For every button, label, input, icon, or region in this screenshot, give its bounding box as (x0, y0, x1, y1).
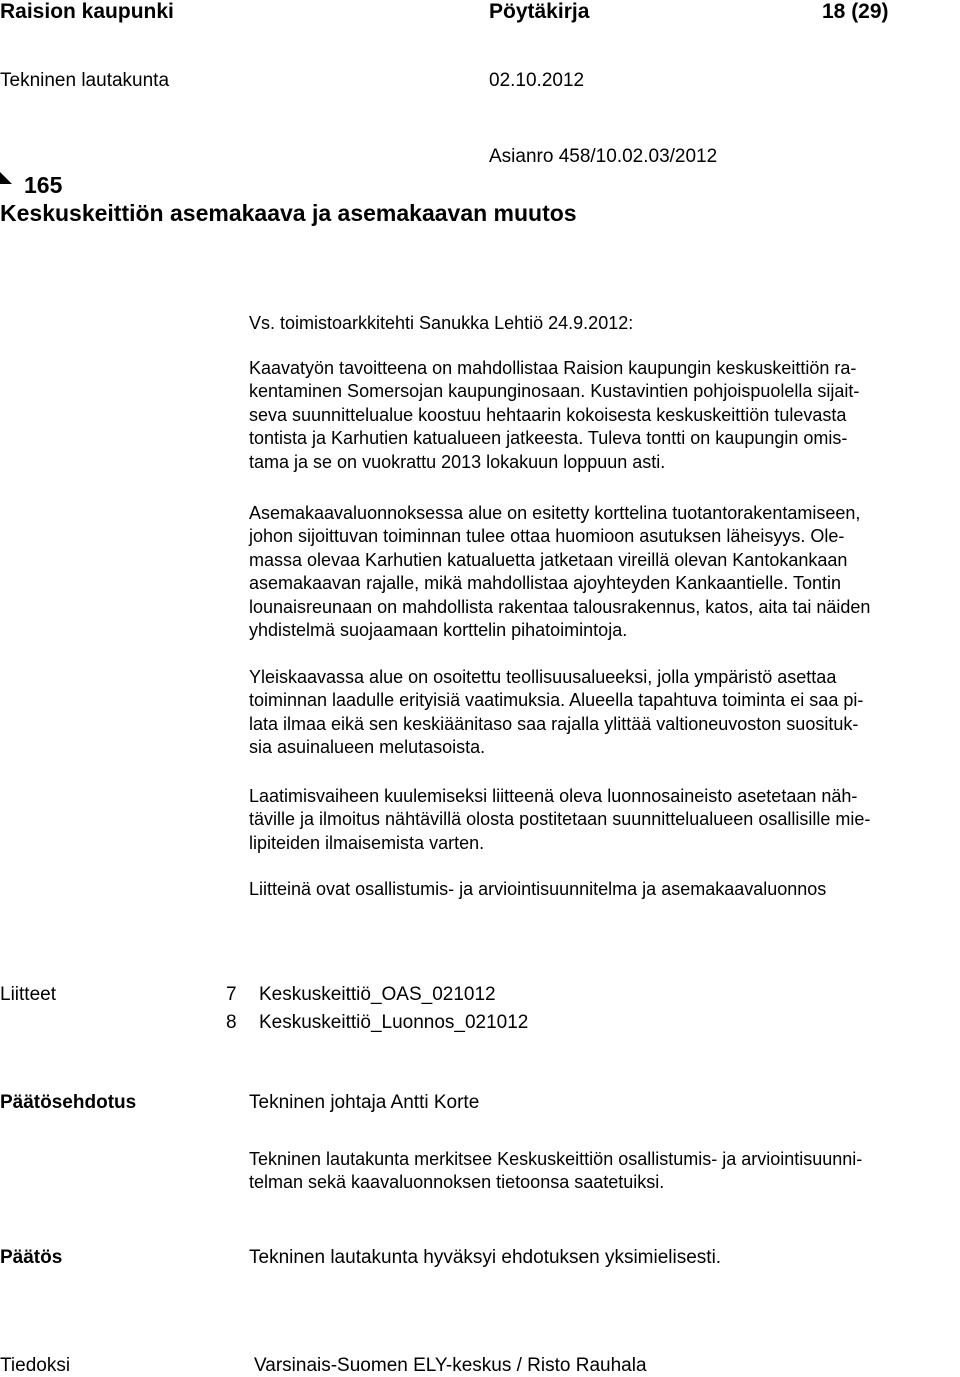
p4-line: Laatimisvaiheen kuulemiseksi liitteenä oleva luonnosaineisto asetetaan näh- (249, 786, 858, 806)
notice-label: Tiedoksi (0, 1355, 71, 1376)
p1-line: seva suunnittelualue koostuu hehtaarin kokoisesta keskuskeittiön tulevasta (249, 404, 847, 425)
p3-line: toiminnan laadulle erityisiä vaatimuksia. Alueella tapahtuva toiminta ei saa pi- (249, 690, 864, 711)
attachment-link[interactable]: Keskuskeittiö_Luonnos_021012 (259, 1012, 529, 1033)
p2-line: Asemakaavaluonnoksessa alue on esitetty korttelina tuotantorakentamiseen, (249, 503, 861, 523)
intro-text: Vs. toimistoarkkitehti Sanukka Lehtiö 24.9.2012: (249, 313, 634, 333)
p1-line: kentaminen Somersojan kaupunginosaan. Kustavintien pohjoispuolella sijait- (249, 381, 860, 402)
paragraph-5 (249, 878, 960, 901)
paragraph-3 (249, 666, 960, 760)
p2-line: lounaisreunaan on mahdollista rakentaa talousrakennus, katos, aita tai näiden (249, 596, 871, 617)
p2-line: asemakaavan rajalle, mikä mahdollistaa ajoyhteyden Kankaantielle. Tontin (249, 573, 842, 594)
proposal-line: Tekninen lautakunta merkitsee Keskuskeittiön osallistumis- ja arviointisuunni- (249, 1149, 863, 1169)
p5-text: Liitteinä ovat osallistumis- ja arviointisuunnitelma ja asemakaavaluonnos (249, 879, 827, 899)
document-type: Pöytäkirja (489, 0, 590, 23)
case-title: Keskuskeittiön asemakaava ja asemakaavan muutos (0, 200, 577, 226)
p2-line: johon sijoittuvan toiminnan tulee ottaa huomioon asutuksen läheisyys. Ole- (249, 526, 845, 547)
page-number: 18 (29) (822, 0, 889, 23)
heading-marker-icon (0, 172, 12, 184)
p2-line: yhdistelmä suojaamaan korttelin pihatoimintoja. (249, 620, 628, 641)
proposal-line: telman sekä kaavaluonnoksen tietoonsa saatetuiksi. (249, 1172, 665, 1193)
attachments-label: Liitteet (0, 984, 56, 1005)
proposal-label: Päätösehdotus (0, 1092, 137, 1113)
intro-line (249, 312, 960, 335)
p1-line: tontista ja Karhutien katualueen jatkeesta. Tuleva tontti on kaupungin omis- (249, 428, 848, 449)
paragraph-2 (249, 502, 960, 642)
p4-line: täville ja ilmoitus nähtävillä olosta postitetaan suunnittelualueen osallisille mie- (249, 809, 871, 830)
notice-recipient: Varsinais-Suomen ELY-keskus / Risto Rauhala (254, 1355, 647, 1376)
p3-line: lata ilmaa eikä sen keskiäänitaso saa rajalla ylittää valtioneuvoston suosituk- (249, 713, 859, 734)
p3-line: Yleiskaavassa alue on osoitettu teollisuusalueeksi, jolla ympäristö asettaa (249, 667, 837, 687)
attachment-number: 8 (226, 1012, 237, 1033)
decision-label: Päätös (0, 1247, 63, 1268)
case-reference: Asianro 458/10.02.03/2012 (489, 146, 718, 167)
proposer-name: Tekninen johtaja Antti Korte (249, 1092, 480, 1113)
paragraph-1 (249, 357, 960, 474)
proposal-text (249, 1148, 960, 1195)
p2-line: massa olevaa Karhutien katualuetta jatketaan vireillä olevan Kantokankaan (249, 549, 848, 570)
city-name: Raision kaupunki (0, 0, 174, 23)
p4-line: lipiteiden ilmaisemista varten. (249, 832, 485, 853)
p1-line: tama ja se on vuokrattu 2013 lokakuun loppuun asti. (249, 451, 666, 472)
attachment-number: 7 (226, 984, 237, 1005)
attachment-link[interactable]: Keskuskeittiö_OAS_021012 (259, 984, 496, 1005)
decision-text: Tekninen lautakunta hyväksyi ehdotuksen yksimielisesti. (249, 1247, 722, 1268)
p3-line: sia asuinalueen melutasoista. (249, 737, 486, 758)
p1-line: Kaavatyön tavoitteena on mahdollistaa Raision kaupungin keskuskeittiön ra- (249, 358, 857, 378)
board-name: Tekninen lautakunta (0, 70, 170, 91)
meeting-date: 02.10.2012 (489, 70, 585, 91)
paragraph-4 (249, 785, 960, 855)
case-number: 165 (24, 172, 63, 198)
